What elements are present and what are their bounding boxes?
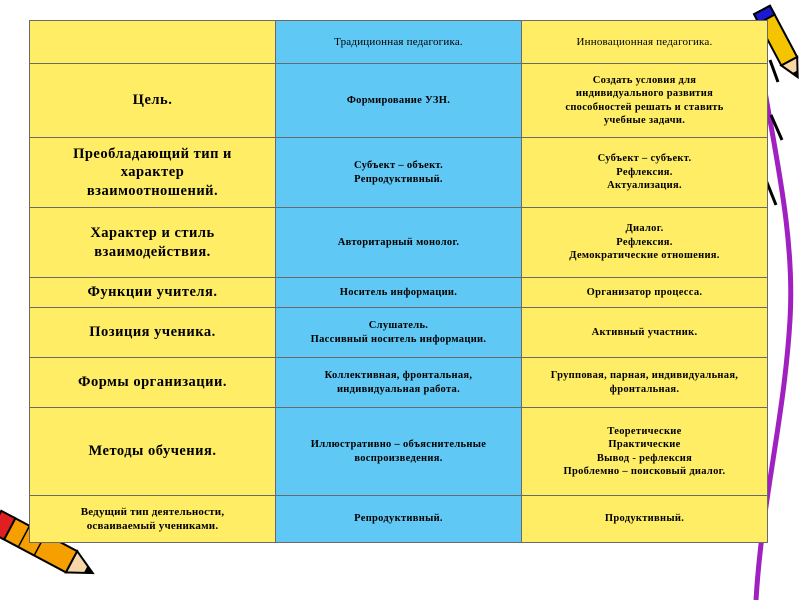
traditional-cell: Авторитарный монолог.	[276, 208, 522, 278]
criterion-cell: Преобладающий тип и характер взаимоотношений.	[30, 138, 276, 208]
innovative-cell: Создать условия для индивидуального развития способностей решать и ставить учебные задачи.	[522, 64, 768, 138]
traditional-cell: Репродуктивный.	[276, 496, 522, 543]
criterion-cell: Ведущий тип деятельности, осваиваемый учениками.	[30, 496, 276, 543]
table-row	[30, 496, 768, 543]
innovative-cell: Организатор процесса.	[522, 278, 768, 308]
header-cell-traditional: Традиционная педагогика.	[276, 21, 522, 64]
innovative-cell: Активный участник.	[522, 308, 768, 358]
traditional-cell: Коллективная, фронтальная, индивидуальная работа.	[276, 358, 522, 408]
table-row	[30, 208, 768, 278]
traditional-cell: Формирование УЗН.	[276, 64, 522, 138]
header-cell-innovative: Инновационная педагогика.	[522, 21, 768, 64]
criterion-cell: Функции учителя.	[30, 278, 276, 308]
table-row	[30, 308, 768, 358]
table-row	[30, 278, 768, 308]
comparison-table	[29, 20, 768, 543]
table-row	[30, 64, 768, 138]
criterion-cell: Формы организации.	[30, 358, 276, 408]
criterion-cell: Цель.	[30, 64, 276, 138]
criterion-cell: Методы обучения.	[30, 408, 276, 496]
table-row	[30, 358, 768, 408]
header-cell-criterion	[30, 21, 276, 64]
innovative-cell: Теоретические Практические Вывод - рефлексия Проблемно – поисковый диалог.	[522, 408, 768, 496]
traditional-cell: Носитель информации.	[276, 278, 522, 308]
table-header-row	[30, 21, 768, 64]
traditional-cell: Субъект – объект. Репродуктивный.	[276, 138, 522, 208]
innovative-cell: Продуктивный.	[522, 496, 768, 543]
innovative-cell: Диалог. Рефлексия. Демократические отношения.	[522, 208, 768, 278]
table-row	[30, 408, 768, 496]
innovative-cell: Субъект – субъект. Рефлексия. Актуализация.	[522, 138, 768, 208]
criterion-cell: Характер и стиль взаимодействия.	[30, 208, 276, 278]
table-row	[30, 138, 768, 208]
innovative-cell: Групповая, парная, индивидуальная, фронтальная.	[522, 358, 768, 408]
traditional-cell: Слушатель. Пассивный носитель информации.	[276, 308, 522, 358]
traditional-cell: Иллюстративно – объяснительные воспроизведения.	[276, 408, 522, 496]
criterion-cell: Позиция ученика.	[30, 308, 276, 358]
